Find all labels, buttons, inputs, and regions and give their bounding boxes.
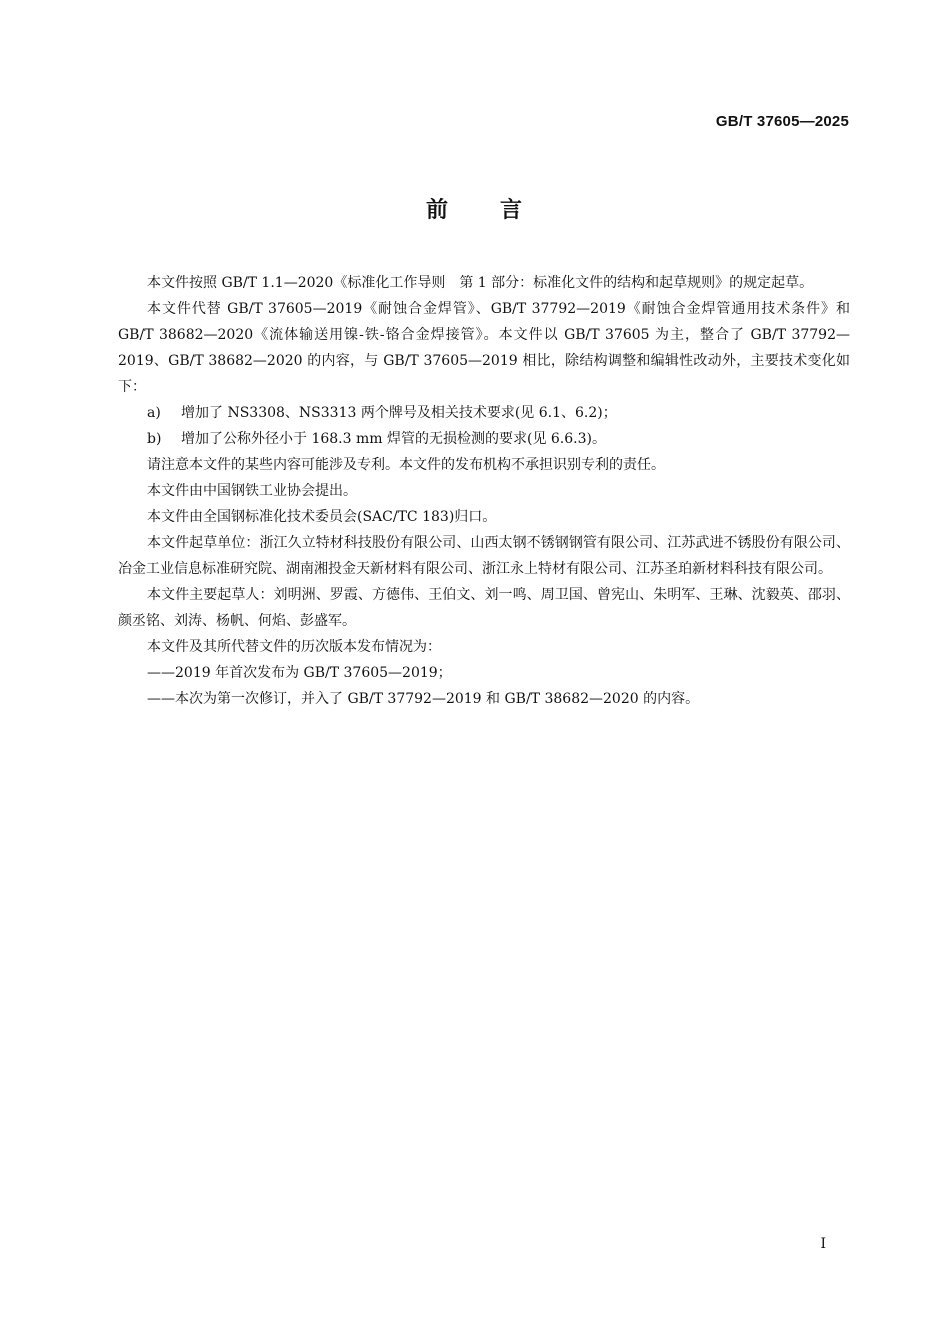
page-title bbox=[0, 193, 950, 224]
replacement-paragraph: 本文件代替 GB/T 37605—2019《耐蚀合金焊管》、GB/T 37792—2019《耐蚀合金焊管通用技术条件》和 GB/T 38682—2020《流体输送用镍-铁-铬合金焊接管》。本文件以 GB/T 37605 为主，整合了 GB/T 37792—2019、GB/T 38682—2020 的内容，与 GB/T 37605—2019 相比，除结构调整和编辑性改动外，主要技术变化如下： bbox=[118, 301, 850, 395]
version-history-list bbox=[118, 660, 850, 712]
drafting-basis-paragraph: 本文件按照 GB/T 1.1—2020《标准化工作导则 第 1 部分：标准化文件的结构和起草规则》的规定起草。 bbox=[147, 275, 814, 291]
history-intro-paragraph: 本文件及其所代替文件的历次版本发布情况为： bbox=[147, 639, 441, 655]
list-item-text: 增加了 NS3308、NS3313 两个牌号及相关技术要求(见 6.1、6.2)； bbox=[181, 405, 617, 421]
standard-code: GB/T 37605—2025 bbox=[715, 113, 849, 130]
history-item: ——本次为第一次修订，并入了 GB/T 37792—2019 和 GB/T 38682—2020 的内容。 bbox=[147, 691, 700, 707]
proposed-by-paragraph: 本文件由中国钢铁工业协会提出。 bbox=[147, 483, 357, 499]
list-item bbox=[118, 426, 850, 452]
history-item: ——2019 年首次发布为 GB/T 37605—2019； bbox=[147, 665, 452, 681]
foreword-body bbox=[118, 270, 850, 712]
list-item-marker: a) bbox=[147, 405, 161, 421]
drafting-units-paragraph: 本文件起草单位：浙江久立特材科技股份有限公司、山西太钢不锈钢钢管有限公司、江苏武进不锈股份有限公司、冶金工业信息标准研究院、湖南湘投金天新材料有限公司、浙江永上特材有限公司、江苏圣珀新材料科技有限公司。 bbox=[118, 535, 850, 577]
page-title-char-2: 言 bbox=[500, 198, 525, 223]
drafters-paragraph: 本文件主要起草人：刘明洲、罗霞、方德伟、王伯文、刘一鸣、周卫国、曾宪山、朱明军、王琳、沈毅英、邵羽、颜丞铭、刘涛、杨帆、何焰、彭盛军。 bbox=[118, 587, 850, 629]
list-item-text: 增加了公称外径小于 168.3 mm 焊管的无损检测的要求(见 6.6.3)。 bbox=[181, 431, 606, 447]
page-number: I bbox=[820, 1236, 826, 1252]
technical-changes-list bbox=[118, 400, 850, 452]
patent-notice-paragraph: 请注意本文件的某些内容可能涉及专利。本文件的发布机构不承担识别专利的责任。 bbox=[147, 457, 665, 473]
managed-by-paragraph: 本文件由全国钢标准化技术委员会(SAC/TC 183)归口。 bbox=[147, 509, 497, 525]
list-item bbox=[118, 400, 850, 426]
list-item-marker: b) bbox=[147, 431, 162, 447]
page-title-char-1: 前 bbox=[425, 198, 450, 223]
